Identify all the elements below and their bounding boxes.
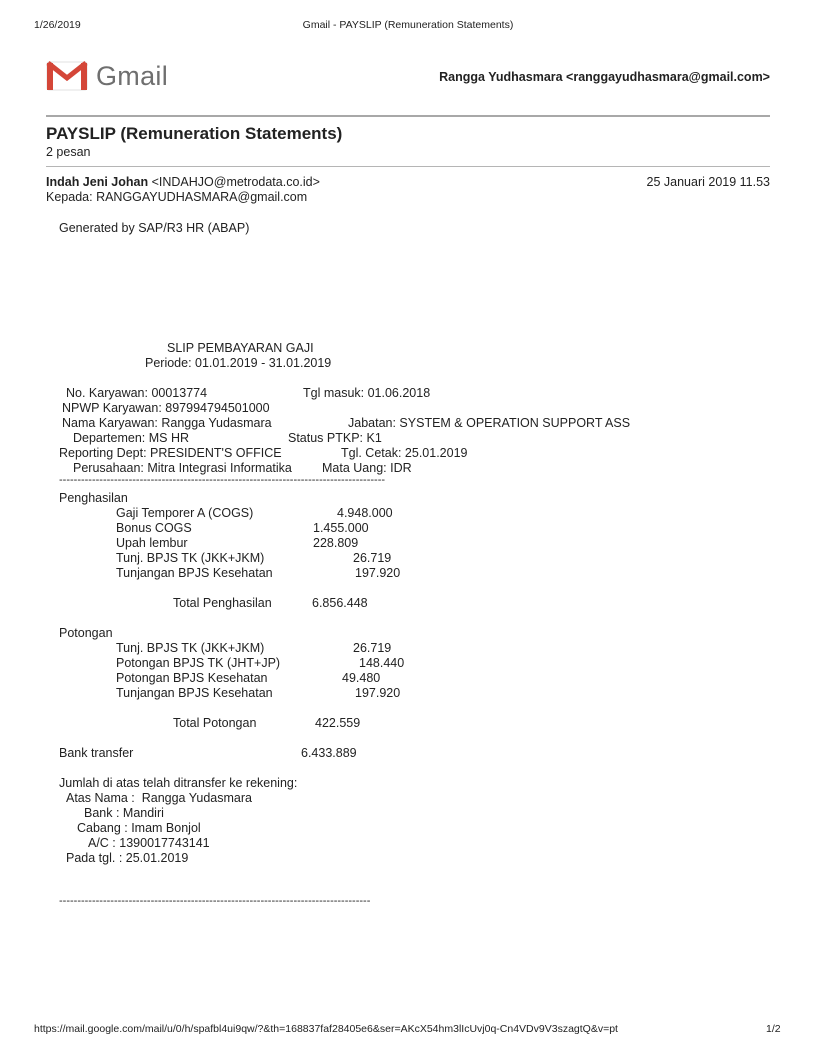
employee-number: No. Karyawan: 00013774 <box>66 386 208 400</box>
earning-value: 228.809 <box>313 536 359 550</box>
earning-label: Upah lembur <box>116 536 188 550</box>
earning-label: Bonus COGS <box>116 521 192 535</box>
info-separator: ----------------------------------------------------------------------------------------- <box>59 474 386 486</box>
employee-npwp: NPWP Karyawan: 897994794501000 <box>62 401 270 415</box>
earning-value: 197.920 <box>355 566 401 580</box>
page-number: 1/2 <box>766 1023 781 1035</box>
earning-label: Tunj. BPJS TK (JKK+JKM) <box>116 551 265 565</box>
currency: Mata Uang: IDR <box>322 461 412 475</box>
message-count: 2 pesan <box>46 145 91 159</box>
bank-name: Bank : Mandiri <box>84 806 164 820</box>
generated-note: Generated by SAP/R3 HR (ABAP) <box>59 221 250 235</box>
sender-email[interactable]: <INDAHJO@metrodata.co.id> <box>151 175 320 189</box>
thread-subject: PAYSLIP (Remuneration Statements) <box>46 124 343 143</box>
print-title: Gmail - PAYSLIP (Remuneration Statements) <box>302 19 514 31</box>
deduction-value: 148.440 <box>359 656 405 670</box>
employee-name: Nama Karyawan: Rangga Yudasmara <box>62 416 272 430</box>
slip-title: SLIP PEMBAYARAN GAJI <box>167 341 314 355</box>
footer-url[interactable]: https://mail.google.com/mail/u/0/h/spafbl4ui9qw/?&th=168837faf28405e6&ser=AKcX54hm3lIcUvj0q-Cn4VDv9V3szagtQ&v=pt <box>34 1023 618 1035</box>
gmail-logo[interactable] <box>46 60 174 94</box>
print-date: 1/26/2019 <box>34 19 81 31</box>
deductions-heading: Potongan <box>59 626 113 640</box>
earning-value: 26.719 <box>353 551 392 565</box>
gmail-wordmark: Gmail <box>96 61 169 91</box>
deduction-value: 26.719 <box>353 641 392 655</box>
subject-divider <box>46 166 770 167</box>
total-deductions-value: 422.559 <box>315 716 361 730</box>
join-date: Tgl masuk: 01.06.2018 <box>303 386 431 400</box>
earning-value: 4.948.000 <box>337 506 393 520</box>
message-date: 25 Januari 2019 11.53 <box>646 175 770 189</box>
recipient-line <box>46 190 307 204</box>
deduction-value: 49.480 <box>342 671 381 685</box>
sender <box>46 175 320 189</box>
end-separator: ------------------------------------------------------------------------------------- <box>59 895 371 907</box>
bank-transfer-label: Bank transfer <box>59 746 134 760</box>
slip-period: Periode: 01.01.2019 - 31.01.2019 <box>145 356 332 370</box>
deduction-label: Tunjangan BPJS Kesehatan <box>116 686 273 700</box>
earning-label: Tunjangan BPJS Kesehatan <box>116 566 273 580</box>
gmail-envelope-icon <box>46 60 88 92</box>
recipient-label: Kepada: <box>46 190 93 204</box>
employee-position: Jabatan: SYSTEM & OPERATION SUPPORT ASS <box>348 416 631 430</box>
reporting-dept: Reporting Dept: PRESIDENT'S OFFICE <box>59 446 282 460</box>
account-number: A/C : 1390017743141 <box>88 836 210 850</box>
account-identity: Rangga Yudhasmara <ranggayudhasmara@gmail.com> <box>439 70 770 84</box>
earning-label: Gaji Temporer A (COGS) <box>116 506 254 520</box>
header-divider <box>46 115 770 117</box>
ptkp-status: Status PTKP: K1 <box>288 431 382 445</box>
employee-department: Departemen: MS HR <box>73 431 190 445</box>
company: Perusahaan: Mitra Integrasi Informatika <box>73 461 292 475</box>
bank-branch: Cabang : Imam Bonjol <box>77 821 201 835</box>
total-deductions-label: Total Potongan <box>173 716 257 730</box>
transfer-date: Pada tgl. : 25.01.2019 <box>66 851 189 865</box>
total-earnings-value: 6.856.448 <box>312 596 368 610</box>
account-holder: Atas Nama : Rangga Yudasmara <box>66 791 252 805</box>
total-earnings-label: Total Penghasilan <box>173 596 272 610</box>
print-date-slip: Tgl. Cetak: 25.01.2019 <box>341 446 468 460</box>
sender-name: Indah Jeni Johan <box>46 175 149 189</box>
bank-transfer-value: 6.433.889 <box>301 746 357 760</box>
deduction-label: Potongan BPJS TK (JHT+JP) <box>116 656 281 670</box>
deduction-value: 197.920 <box>355 686 401 700</box>
transfer-note: Jumlah di atas telah ditransfer ke rekening: <box>59 776 298 790</box>
deduction-label: Potongan BPJS Kesehatan <box>116 671 268 685</box>
earnings-heading: Penghasilan <box>59 491 128 505</box>
recipient-email[interactable]: RANGGAYUDHASMARA@gmail.com <box>96 190 308 204</box>
earning-value: 1.455.000 <box>313 521 369 535</box>
deduction-label: Tunj. BPJS TK (JKK+JKM) <box>116 641 265 655</box>
